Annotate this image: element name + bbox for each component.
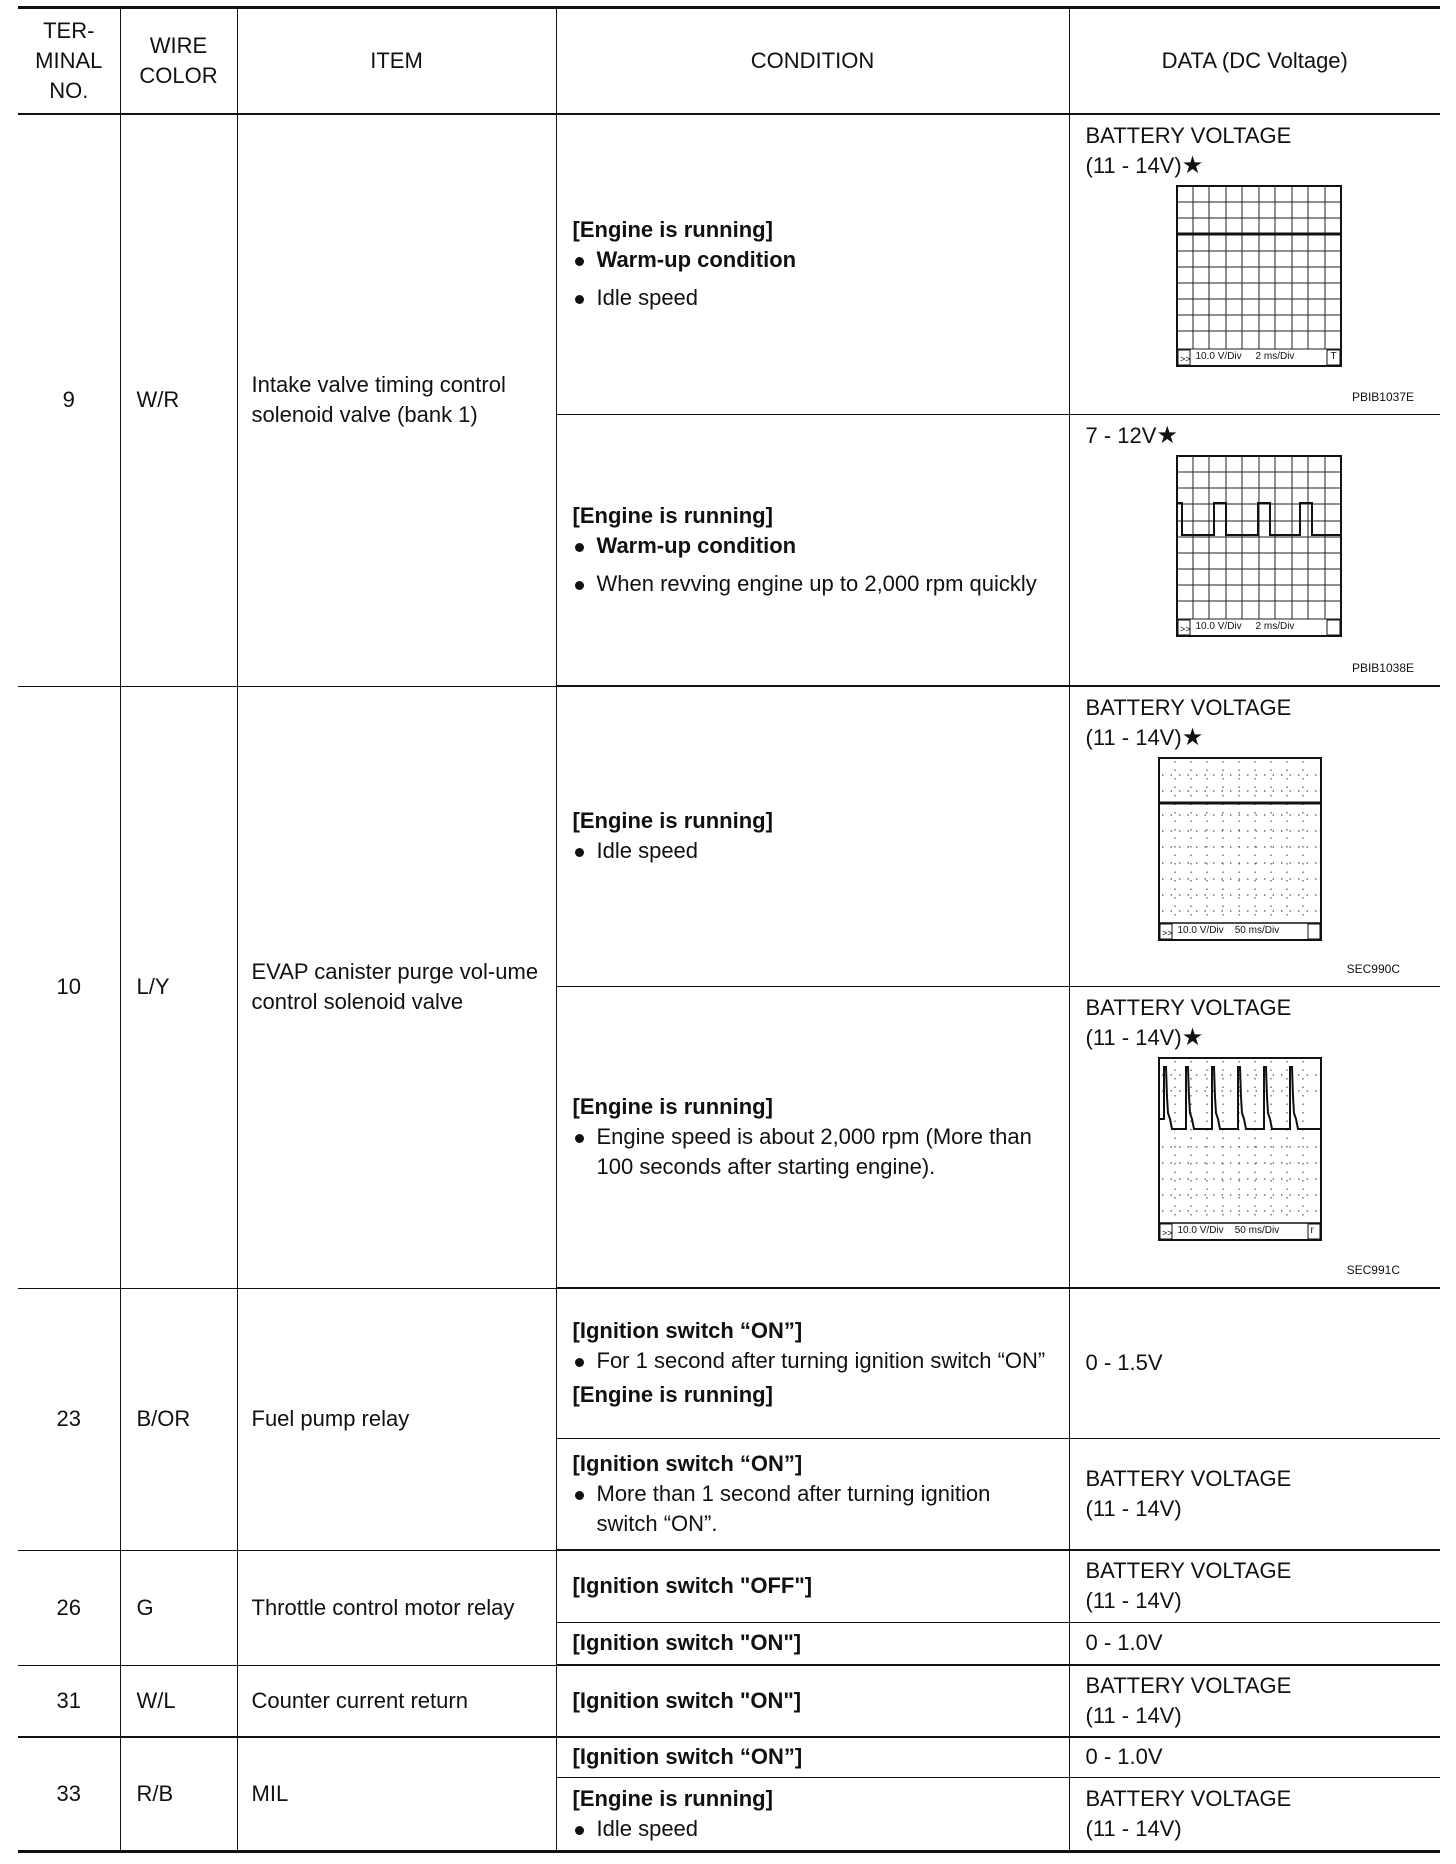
- terminal-number: 10: [18, 686, 120, 1288]
- wire-color: R/B: [120, 1737, 237, 1851]
- condition-cell: [556, 986, 1069, 1288]
- data-cell: [1069, 1665, 1440, 1737]
- scope-scale-label: 10.0 V/Div 2 ms/Div: [1195, 351, 1295, 362]
- terminal-data-table-sheet: [18, 6, 1440, 1853]
- data-cell: [1069, 114, 1440, 414]
- data-cell: [1069, 1777, 1440, 1851]
- condition-heading: [Ignition switch “ON”]: [572, 1318, 803, 1344]
- data-value: BATTERY VOLTAGE: [1085, 695, 1292, 720]
- condition-bullet: Idle speed: [573, 1814, 1049, 1844]
- data-value: BATTERY VOLTAGE: [1085, 994, 1292, 1020]
- ecm-terminal-table: [18, 6, 1440, 1853]
- data-cell: [1069, 686, 1440, 986]
- svg-text:>>: >>: [1161, 1227, 1173, 1238]
- condition-bullet: Idle speed: [573, 283, 1049, 313]
- condition-heading: [Ignition switch “ON”]: [572, 1450, 803, 1476]
- condition-bullet: For 1 second after turning ignition switch “ON”: [573, 1346, 1049, 1376]
- table-row: [18, 686, 1440, 986]
- scope-scale-label: 10.0 V/Div 50 ms/Div: [1177, 925, 1280, 936]
- data-value: BATTERY VOLTAGE: [1085, 1465, 1292, 1491]
- data-cell: [1069, 414, 1440, 686]
- scope-scale-label: 10.0 V/Div 2 ms/Div: [1195, 620, 1295, 632]
- condition-cell: [556, 1665, 1069, 1737]
- condition-cell: [556, 1777, 1069, 1851]
- condition-cell: [556, 414, 1069, 686]
- terminal-number: 31: [18, 1665, 120, 1737]
- data-value: 0 - 1.5V: [1085, 1350, 1163, 1376]
- terminal-number: 23: [18, 1288, 120, 1550]
- condition-heading: [Ignition switch "ON"]: [572, 1630, 802, 1656]
- figure-id: PBIB1037E: [1351, 389, 1414, 404]
- item-name: Counter current return: [237, 1665, 556, 1737]
- figure-id: PBIB1038E: [1351, 661, 1414, 675]
- data-value: BATTERY VOLTAGE: [1085, 123, 1292, 148]
- data-value: (11 - 14V): [1085, 1815, 1182, 1841]
- condition-heading: [Engine is running]: [572, 1785, 773, 1811]
- data-cell: [1069, 986, 1440, 1288]
- oscilloscope-waveform-10a: [1158, 757, 1441, 941]
- star-icon: ★: [1181, 724, 1204, 751]
- wire-color: W/R: [120, 114, 237, 686]
- table-row: [18, 1288, 1440, 1438]
- data-value: (11 - 14V)★: [1085, 1023, 1204, 1051]
- terminal-number: 26: [18, 1550, 120, 1665]
- header-condition: CONDITION: [556, 8, 1069, 115]
- data-value: BATTERY VOLTAGE: [1085, 1785, 1292, 1811]
- svg-text:>>: >>: [1179, 354, 1191, 364]
- condition-heading: [Ignition switch "OFF"]: [572, 1573, 813, 1599]
- item-name: Throttle control motor relay: [237, 1550, 556, 1665]
- wire-color: W/L: [120, 1665, 237, 1737]
- condition-cell: [556, 1550, 1069, 1622]
- table-row: [18, 1550, 1440, 1622]
- condition-bullet: More than 1 second after turning ignition switch “ON”.: [573, 1479, 1049, 1539]
- header-item: ITEM: [237, 8, 556, 115]
- condition-heading: [Engine is running]: [572, 808, 773, 834]
- condition-cell: [556, 114, 1069, 414]
- condition-bullet: Idle speed: [573, 836, 1049, 866]
- table-row: [18, 1737, 1440, 1777]
- svg-text:>>: >>: [1161, 928, 1173, 938]
- data-value: BATTERY VOLTAGE: [1085, 1558, 1292, 1584]
- data-cell: [1069, 1622, 1440, 1665]
- condition-heading: [Engine is running]: [572, 1382, 773, 1408]
- item-name: Intake valve timing control solenoid valve (bank 1): [237, 114, 556, 686]
- oscilloscope-waveform-10b: [1158, 1057, 1441, 1241]
- scope-trigger-label: r: [1310, 1224, 1314, 1236]
- condition-heading: [Engine is running]: [572, 502, 773, 528]
- item-name: Fuel pump relay: [237, 1288, 556, 1550]
- header-row: [18, 8, 1440, 115]
- condition-cell: [556, 1737, 1069, 1777]
- condition-bullet: Warm-up condition: [573, 531, 1049, 561]
- data-value: BATTERY VOLTAGE: [1085, 1673, 1292, 1698]
- condition-cell: [556, 1288, 1069, 1438]
- data-value: 0 - 1.0V: [1085, 1744, 1163, 1770]
- header-data: DATA (DC Voltage): [1069, 8, 1440, 115]
- svg-text:>>: >>: [1179, 623, 1191, 634]
- oscilloscope-waveform-9a: [1176, 185, 1441, 367]
- table-row: [18, 1665, 1440, 1737]
- table-row: [18, 114, 1440, 414]
- oscilloscope-waveform-9b: [1176, 455, 1441, 637]
- condition-heading: [Ignition switch "ON"]: [572, 1688, 802, 1713]
- condition-cell: [556, 1438, 1069, 1550]
- figure-id: SEC990C: [1346, 961, 1400, 976]
- figure-id: SEC991C: [1346, 1263, 1400, 1277]
- data-value: (11 - 14V)★: [1085, 152, 1204, 179]
- condition-heading: [Engine is running]: [572, 1093, 773, 1119]
- header-terminal-no: TER- MINAL NO.: [18, 8, 120, 115]
- data-value: 0 - 1.0V: [1085, 1630, 1163, 1656]
- wire-color: L/Y: [120, 686, 237, 1288]
- data-value: (11 - 14V): [1085, 1495, 1182, 1521]
- header-wire-color: WIRE COLOR: [120, 8, 237, 115]
- data-cell: [1069, 1550, 1440, 1622]
- terminal-number: 9: [18, 114, 120, 686]
- star-icon: ★: [1181, 152, 1204, 179]
- data-cell: [1069, 1438, 1440, 1550]
- data-cell: [1069, 1737, 1440, 1777]
- data-value: 7 - 12V★: [1085, 421, 1178, 449]
- condition-heading: [Ignition switch “ON”]: [572, 1744, 803, 1770]
- star-icon: ★: [1156, 421, 1178, 449]
- condition-bullet: Warm-up condition: [573, 245, 1049, 275]
- condition-bullet: Engine speed is about 2,000 rpm (More than 100 seconds after starting engine).: [573, 1122, 1049, 1182]
- data-value: (11 - 14V): [1085, 1588, 1182, 1614]
- data-cell: [1069, 1288, 1440, 1438]
- condition-heading: [Engine is running]: [572, 217, 773, 243]
- data-value: (11 - 14V): [1085, 1703, 1182, 1728]
- data-value: (11 - 14V)★: [1085, 724, 1204, 751]
- condition-cell: [556, 1622, 1069, 1665]
- wire-color: B/OR: [120, 1288, 237, 1550]
- wire-color: G: [120, 1550, 237, 1665]
- condition-bullet: When revving engine up to 2,000 rpm quickly: [573, 569, 1049, 599]
- condition-cell: [556, 686, 1069, 986]
- terminal-number: 33: [18, 1737, 120, 1851]
- item-name: MIL: [237, 1737, 556, 1851]
- star-icon: ★: [1181, 1023, 1204, 1051]
- scope-scale-label: 10.0 V/Div 50 ms/Div: [1177, 1224, 1280, 1236]
- item-name: EVAP canister purge vol-ume control solenoid valve: [237, 686, 556, 1288]
- scope-trigger-label: T: [1330, 351, 1337, 362]
